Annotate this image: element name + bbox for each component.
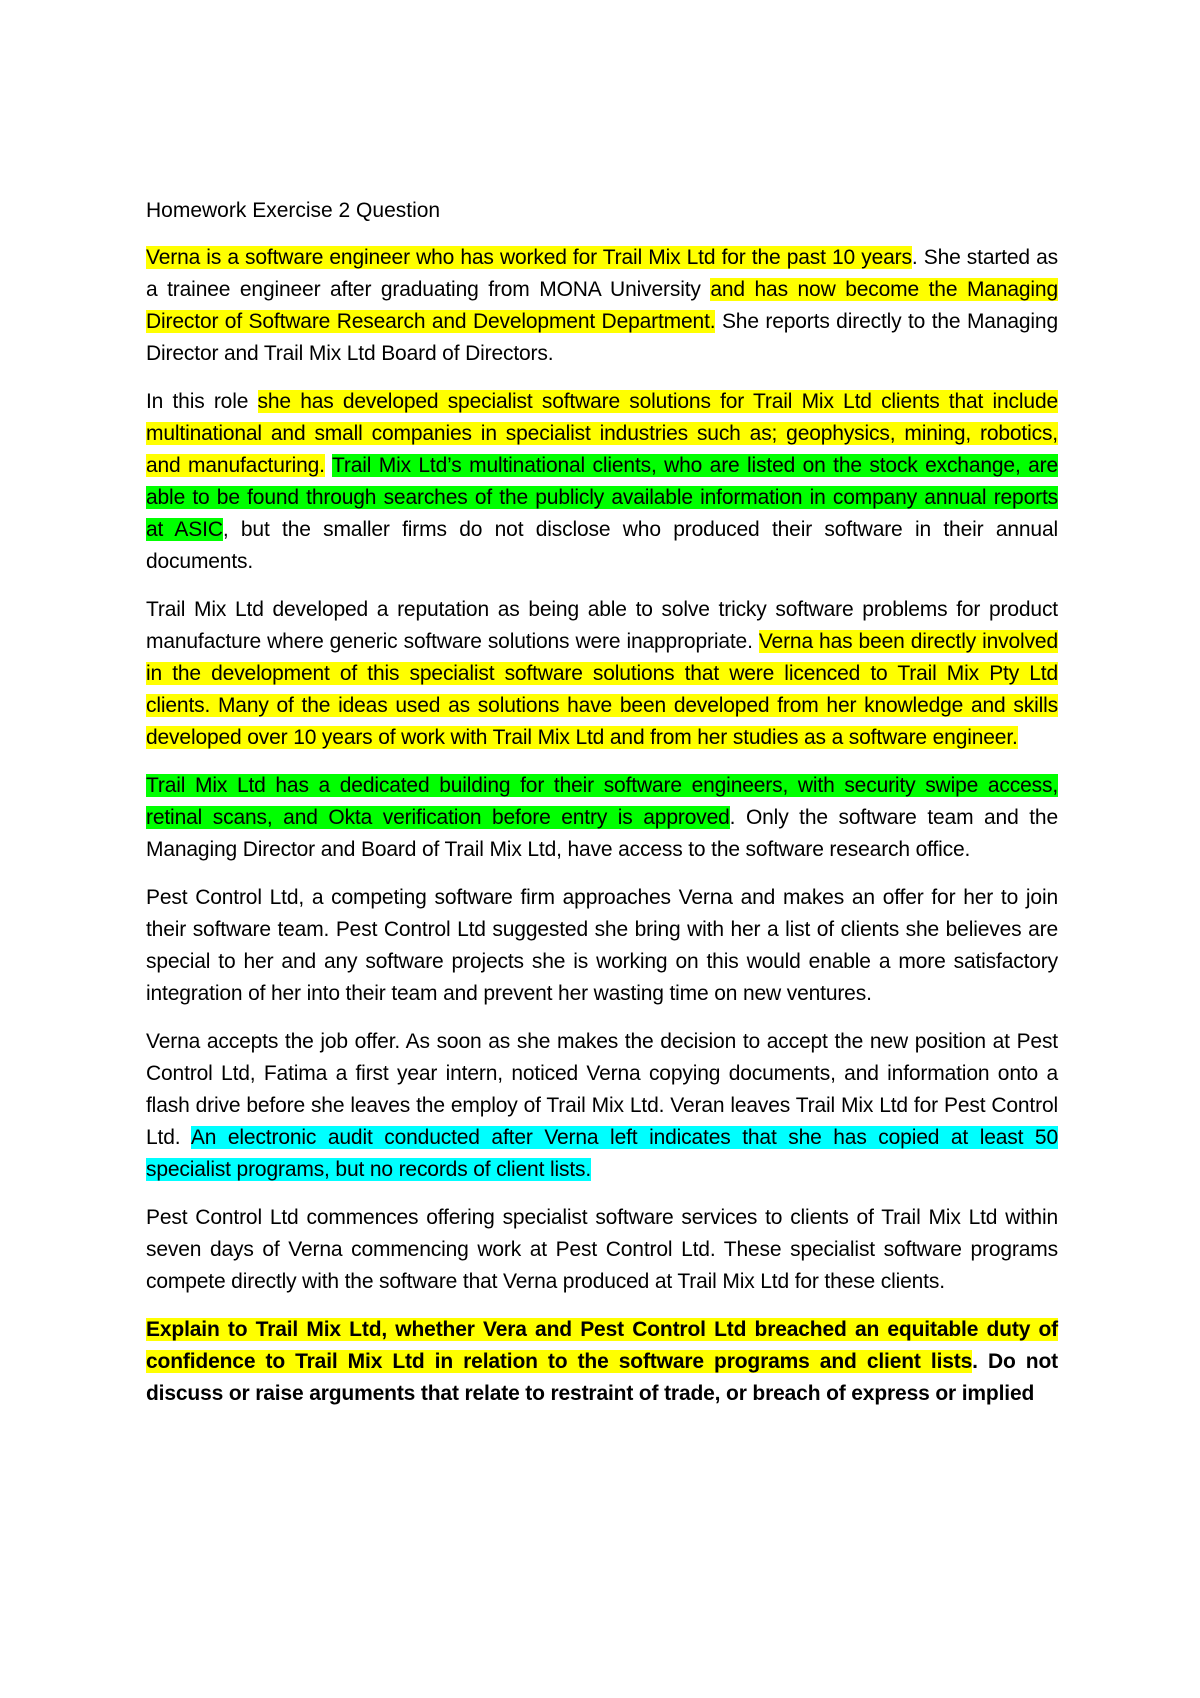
highlighted-text: Explain to Trail Mix Ltd, whether Vera and Pest Control Ltd breached an equitable duty of confidence to Trail Mix Ltd in relation to the software programs and client lists: [146, 1318, 1058, 1373]
paragraph-2: [146, 386, 1058, 578]
highlighted-text: Verna has been directly involved in the development of this specialist software solutions that were licenced to Trail Mix Pty Ltd clients. Many of the ideas used as solutions have been developed from her knowledge and skills developed over 10 years of work with Trail Mix Ltd and from her studies as a software engineer.: [146, 630, 1058, 749]
paragraph-5: [146, 882, 1058, 1010]
highlighted-text: Trail Mix Ltd’s multinational clients, who are listed on the stock exchange, are able to be found through searches of the publicly available information in company annual reports at ASIC: [146, 454, 1059, 541]
highlighted-text: Verna is a software engineer who has worked for Trail Mix Ltd for the past 10 years: [146, 246, 912, 269]
paragraph-1: [146, 242, 1058, 370]
highlighted-text: and has now become the Managing Director of Software Research and Development Department.: [146, 278, 1058, 333]
highlighted-text: Trail Mix Ltd has a dedicated building for their software engineers, with security swipe access, retinal scans, and Okta verification before entry is approved: [146, 774, 1058, 829]
body-text: Pest Control Ltd commences offering specialist software services to clients of Trail Mix Ltd within seven days of Verna commencing work at Pest Control Ltd. These specialist software programs compete directly with the software that Verna produced at Trail Mix Ltd for these clients.: [146, 1206, 1058, 1293]
highlighted-text: she has developed specialist software solutions for Trail Mix Ltd clients that include multinational and small companies in specialist industries such as; geophysics, mining, robotics, and manufacturing.: [146, 390, 1059, 477]
document-page: [146, 195, 1058, 1426]
body-text: Pest Control Ltd, a competing software firm approaches Verna and makes an offer for her to join their software team. Pest Control Ltd suggested she bring with her a list of clients she believes are special to her and any software projects she is working on this would enable a more satisfactory integration of her into their team and prevent her wasting time on new ventures.: [146, 886, 1058, 1005]
body-text: Verna accepts the job offer. As soon as she makes the decision to accept the new position at Pest Control Ltd, Fatima a first year intern, noticed Verna copying documents, and information onto a flash drive before she leaves the employ of Trail Mix Ltd. Veran leaves Trail Mix Ltd for Pest Control Ltd.: [146, 1030, 1058, 1149]
body-text: , but the smaller firms do not disclose who produced their software in their annual documents.: [146, 518, 1058, 573]
body-text: In this role: [146, 390, 258, 413]
paragraph-6: [146, 1026, 1058, 1186]
body-text: Trail Mix Ltd developed a reputation as being able to solve tricky software problems for product manufacture where generic software solutions were inappropriate.: [146, 598, 1058, 653]
body-text: She reports directly to the Managing Director and Trail Mix Ltd Board of Directors.: [146, 310, 1058, 365]
paragraph-4: [146, 770, 1058, 866]
paragraph-7: [146, 1202, 1058, 1298]
body-text: . She started as a trainee engineer after graduating from MONA University: [146, 246, 1059, 301]
document-title: Homework Exercise 2 Question: [146, 199, 441, 222]
body-text: [325, 454, 332, 477]
paragraph-8-question: [146, 1314, 1058, 1410]
body-text: . Only the software team and the Managing Director and Board of Trail Mix Ltd, have access to the software research office.: [146, 806, 1058, 861]
paragraph-3: [146, 594, 1058, 754]
body-text: . Do not discuss or raise arguments that relate to restraint of trade, or breach of express or implied: [146, 1350, 1058, 1405]
highlighted-text: An electronic audit conducted after Verna left indicates that she has copied at least 50 specialist programs, but no records of client lists.: [146, 1126, 1058, 1181]
